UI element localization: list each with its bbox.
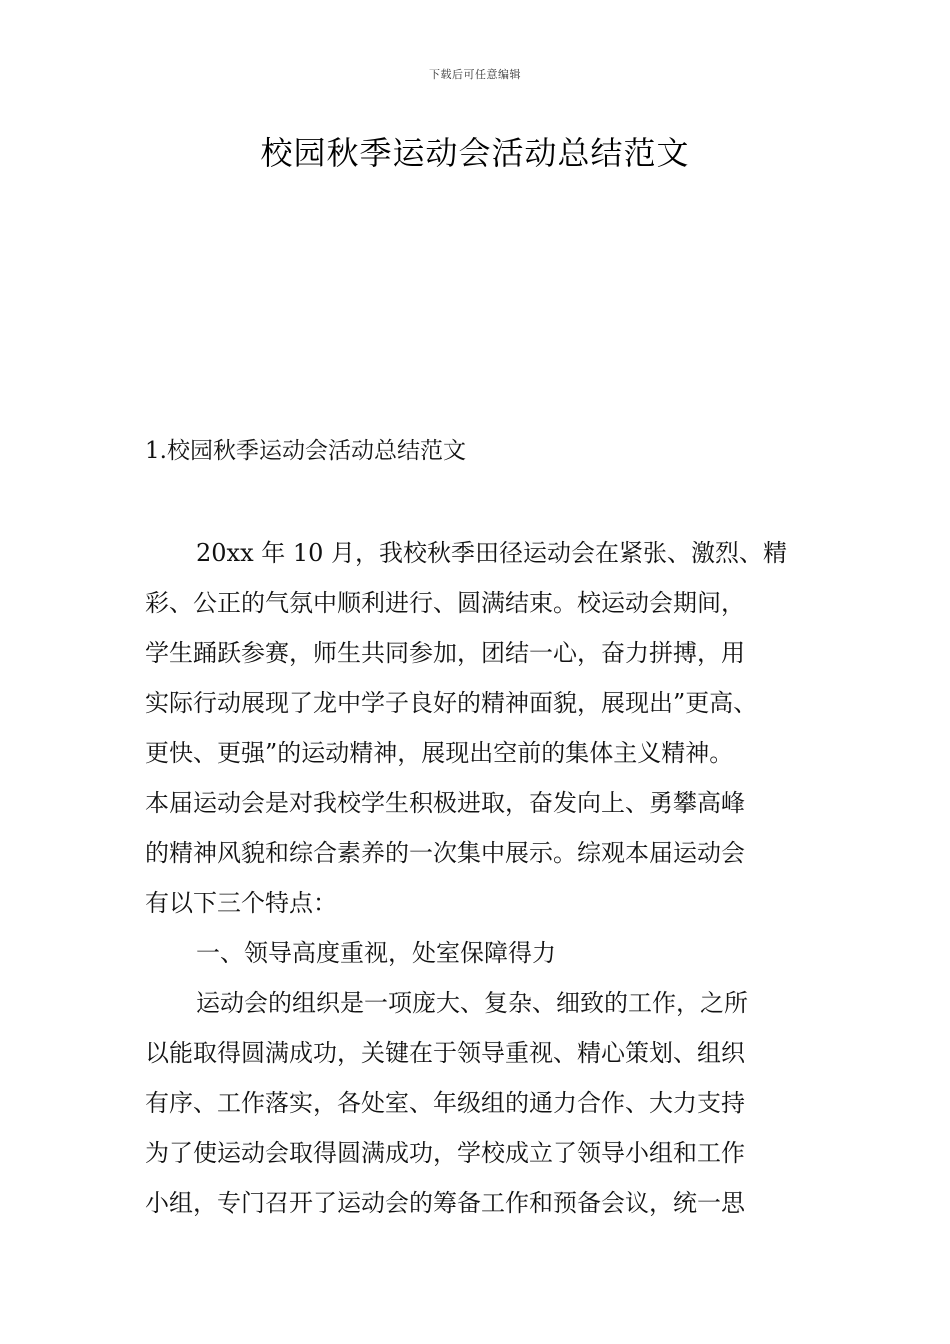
- paragraph-line: 本届运动会是对我校学生积极进取，奋发向上、勇攀高峰: [145, 789, 745, 817]
- paragraph-line: 为了使运动会取得圆满成功，学校成立了领导小组和工作: [145, 1139, 745, 1167]
- paragraph-line: 运动会的组织是一项庞大、复杂、细致的工作，之所: [196, 989, 748, 1017]
- body-text: [145, 528, 835, 1228]
- paragraph-line: 小组，专门召开了运动会的筹备工作和预备会议，统一思: [145, 1189, 745, 1217]
- section-heading: 1.校园秋季运动会活动总结范文: [145, 438, 466, 464]
- paragraph-line: 以能取得圆满成功，关键在于领导重视、精心策划、组织: [145, 1039, 745, 1067]
- paragraph-line: 有序、工作落实，各处室、年级组的通力合作、大力支持: [145, 1089, 745, 1117]
- header-note: 下载后可任意编辑: [429, 68, 521, 81]
- paragraph-line: 学生踊跃参赛，师生共同参加，团结一心，奋力拼搏，用: [145, 639, 745, 667]
- paragraph-line: 20xx 年 10 月，我校秋季田径运动会在紧张、激烈、精: [196, 539, 788, 567]
- document-title: 校园秋季运动会活动总结范文: [260, 134, 690, 172]
- paragraph-line: 彩、公正的气氛中顺利进行、圆满结束。校运动会期间，: [145, 589, 745, 617]
- subheading-line: 一、领导高度重视，处室保障得力: [196, 939, 556, 967]
- paragraph-line: 更快、更强”的运动精神，展现出空前的集体主义精神。: [145, 739, 734, 767]
- paragraph-line: 实际行动展现了龙中学子良好的精神面貌，展现出”更高、: [145, 689, 758, 717]
- paragraph-line: 的精神风貌和综合素养的一次集中展示。综观本届运动会: [145, 839, 745, 867]
- paragraph-line: 有以下三个特点：: [145, 889, 337, 917]
